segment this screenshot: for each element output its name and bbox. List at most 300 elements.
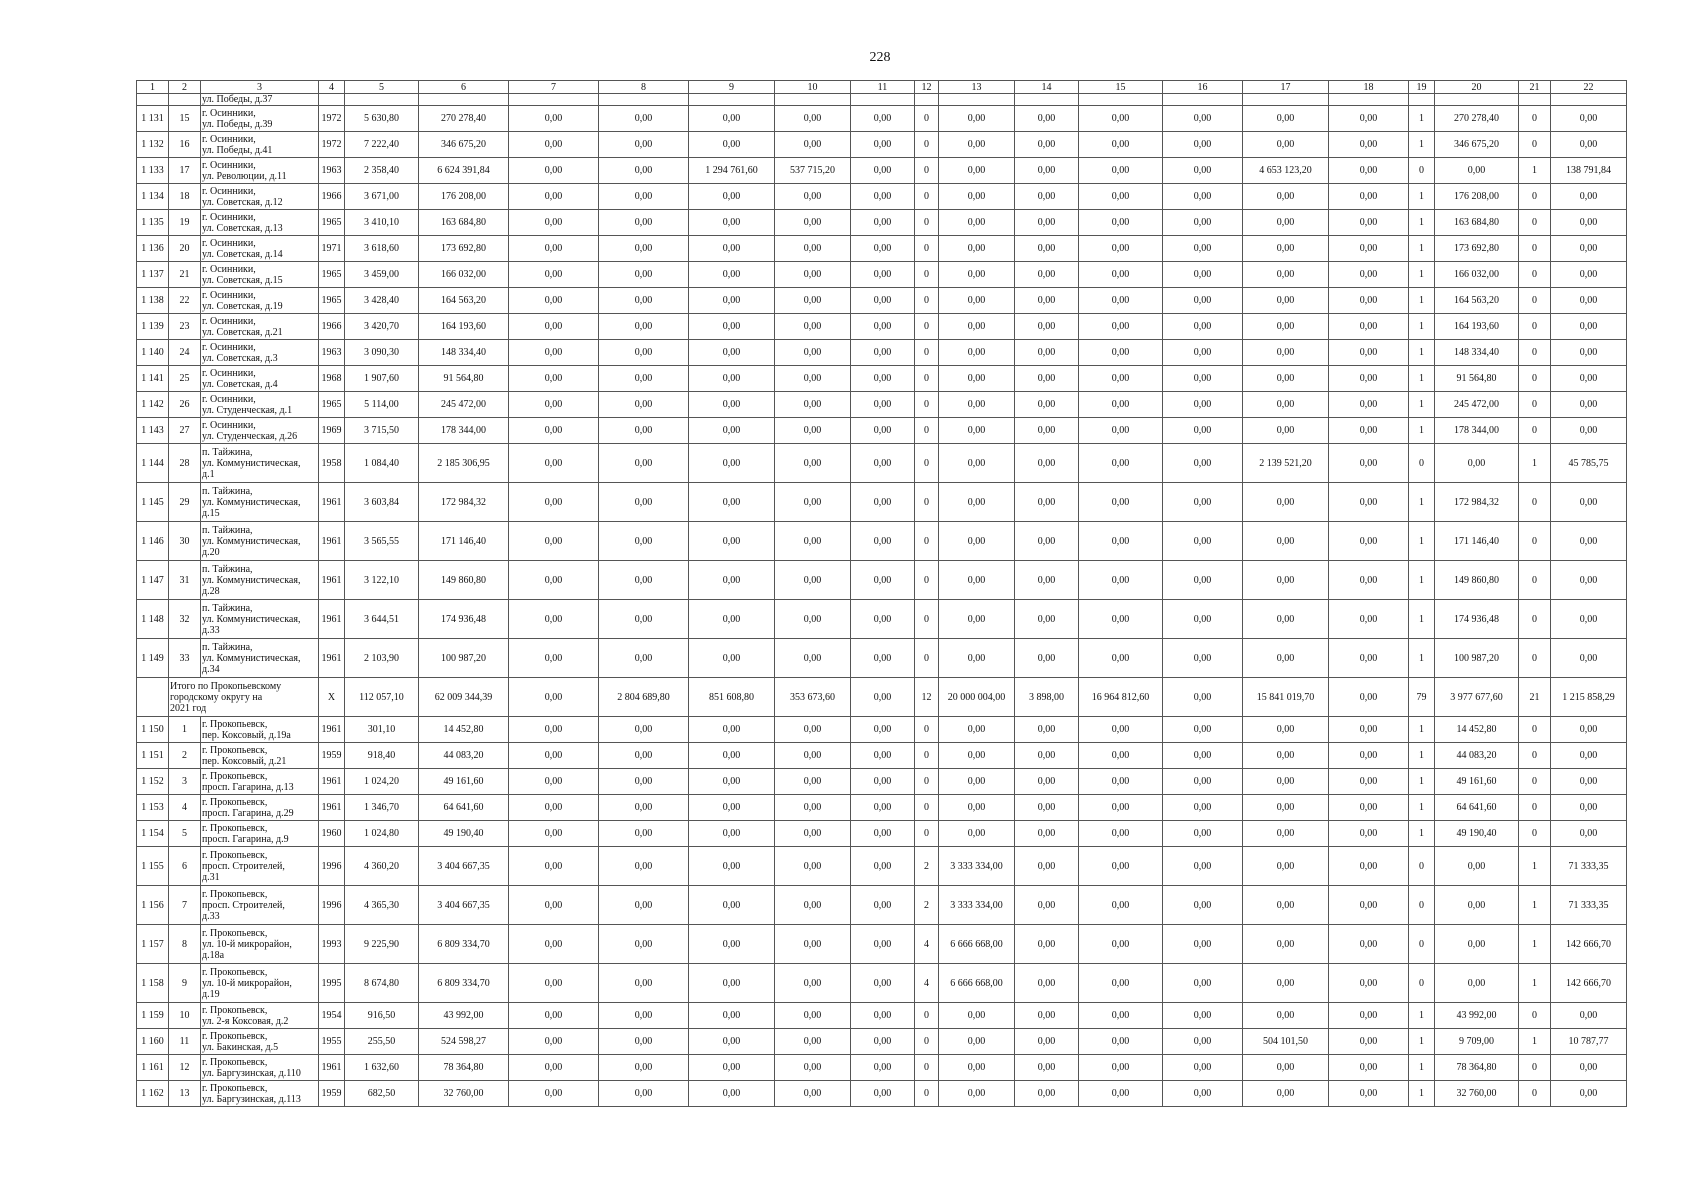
address-cell: г. Прокопьевск, просп. Строителей, д.33: [201, 886, 319, 925]
value-cell: 0,00: [775, 314, 851, 340]
year-cell: 1955: [319, 1029, 345, 1055]
row-index: 16: [169, 132, 201, 158]
row-index: 20: [169, 236, 201, 262]
year-cell: 1961: [319, 600, 345, 639]
address-cell: г. Прокопьевск, просп. Гагарина, д.9: [201, 821, 319, 847]
value-cell: 0,00: [851, 1029, 915, 1055]
value-cell: 0,00: [1079, 158, 1163, 184]
value-cell: 0,00: [689, 964, 775, 1003]
value-cell: 6 624 391,84: [419, 158, 509, 184]
value-cell: 0,00: [689, 743, 775, 769]
value-cell: 0,00: [1163, 106, 1243, 132]
value-cell: 0: [915, 1003, 939, 1029]
value-cell: 3 090,30: [345, 340, 419, 366]
address-cell: г. Осинники, ул. Советская, д.19: [201, 288, 319, 314]
value-cell: 0,00: [851, 444, 915, 483]
value-cell: 1: [1409, 236, 1435, 262]
table-row: [137, 561, 1627, 600]
value-cell: 0,00: [851, 1003, 915, 1029]
value-cell: 0: [1409, 444, 1435, 483]
value-cell: 0,00: [1551, 483, 1627, 522]
value-cell: 0: [915, 600, 939, 639]
value-cell: 4: [915, 925, 939, 964]
value-cell: 14 452,80: [419, 717, 509, 743]
year-cell: 1958: [319, 444, 345, 483]
value-cell: 0,00: [1329, 340, 1409, 366]
value-cell: 0,00: [1015, 288, 1079, 314]
value-cell: 0,00: [1551, 366, 1627, 392]
value-cell: 3 715,50: [345, 418, 419, 444]
table-row: [137, 444, 1627, 483]
row-index: 25: [169, 366, 201, 392]
value-cell: 0,00: [1329, 925, 1409, 964]
value-cell: 0,00: [1015, 1029, 1079, 1055]
value-cell: 0,00: [1243, 106, 1329, 132]
value-cell: 0,00: [1551, 600, 1627, 639]
address-cell: г. Осинники, ул. Победы, д.41: [201, 132, 319, 158]
address-cell: п. Тайжина, ул. Коммунистическая, д.1: [201, 444, 319, 483]
value-cell: 0,00: [1015, 561, 1079, 600]
value-cell: 21: [1519, 678, 1551, 717]
value-cell: 0,00: [509, 522, 599, 561]
continued-row: [137, 94, 1627, 106]
value-cell: 0,00: [1079, 340, 1163, 366]
year-cell: 1959: [319, 743, 345, 769]
table-row: [137, 1055, 1627, 1081]
value-cell: 0,00: [1163, 210, 1243, 236]
value-cell: 1: [1519, 886, 1551, 925]
year-cell: 1961: [319, 522, 345, 561]
value-cell: 0,00: [1329, 106, 1409, 132]
year-cell: 1995: [319, 964, 345, 1003]
value-cell: 0: [915, 288, 939, 314]
value-cell: 0,00: [851, 392, 915, 418]
value-cell: 0,00: [851, 288, 915, 314]
value-cell: 2 139 521,20: [1243, 444, 1329, 483]
address-cell: п. Тайжина, ул. Коммунистическая, д.33: [201, 600, 319, 639]
value-cell: 0: [1519, 418, 1551, 444]
value-cell: 0,00: [1079, 886, 1163, 925]
value-cell: 0,00: [1243, 418, 1329, 444]
year-cell: 1965: [319, 288, 345, 314]
value-cell: 5 630,80: [345, 106, 419, 132]
value-cell: 12: [915, 678, 939, 717]
row-number: 1 152: [137, 769, 169, 795]
value-cell: 0,00: [1329, 418, 1409, 444]
year-cell: 1960: [319, 821, 345, 847]
value-cell: 1: [1409, 769, 1435, 795]
value-cell: 0,00: [1015, 795, 1079, 821]
value-cell: 0,00: [509, 444, 599, 483]
value-cell: 0,00: [509, 418, 599, 444]
value-cell: 149 860,80: [419, 561, 509, 600]
value-cell: 0: [1519, 639, 1551, 678]
value-cell: 0: [915, 262, 939, 288]
year-cell: 1965: [319, 210, 345, 236]
value-cell: 0,00: [1079, 925, 1163, 964]
value-cell: 1: [1519, 847, 1551, 886]
value-cell: 0,00: [775, 184, 851, 210]
value-cell: 1: [1519, 444, 1551, 483]
value-cell: 0: [1519, 795, 1551, 821]
row-number: 1 147: [137, 561, 169, 600]
value-cell: 164 193,60: [1435, 314, 1519, 340]
value-cell: 1: [1519, 964, 1551, 1003]
address-cell: г. Прокопьевск, ул. 10-й микрорайон, д.19: [201, 964, 319, 1003]
value-cell: 1: [1409, 210, 1435, 236]
value-cell: 255,50: [345, 1029, 419, 1055]
value-cell: 0,00: [851, 340, 915, 366]
value-cell: 0,00: [1329, 678, 1409, 717]
empty-cell: [137, 678, 169, 717]
value-cell: 0: [915, 340, 939, 366]
value-cell: 174 936,48: [1435, 600, 1519, 639]
value-cell: 0,00: [1243, 925, 1329, 964]
row-index: 1: [169, 717, 201, 743]
value-cell: 270 278,40: [419, 106, 509, 132]
value-cell: 0,00: [939, 236, 1015, 262]
address-cell: г. Прокопьевск, ул. 10-й микрорайон, д.18а: [201, 925, 319, 964]
value-cell: 3 122,10: [345, 561, 419, 600]
value-cell: 3 420,70: [345, 314, 419, 340]
value-cell: 0,00: [939, 158, 1015, 184]
value-cell: 3 565,55: [345, 522, 419, 561]
value-cell: 0: [915, 158, 939, 184]
value-cell: 0,00: [599, 236, 689, 262]
address-cell: г. Осинники, ул. Студенческая, д.26: [201, 418, 319, 444]
value-cell: 0,00: [509, 132, 599, 158]
row-number: 1 136: [137, 236, 169, 262]
value-cell: 6 666 668,00: [939, 964, 1015, 1003]
value-cell: 0,00: [599, 795, 689, 821]
value-cell: 0,00: [1329, 262, 1409, 288]
year-cell: 1968: [319, 366, 345, 392]
value-cell: 142 666,70: [1551, 925, 1627, 964]
value-cell: 8 674,80: [345, 964, 419, 1003]
value-cell: 0,00: [1551, 1081, 1627, 1107]
value-cell: 0,00: [1329, 717, 1409, 743]
table-row: [137, 717, 1627, 743]
value-cell: 0,00: [851, 236, 915, 262]
table-row: [137, 821, 1627, 847]
column-header: 18: [1329, 81, 1409, 94]
value-cell: 0,00: [939, 743, 1015, 769]
column-header: 8: [599, 81, 689, 94]
value-cell: 0,00: [1163, 964, 1243, 1003]
row-index: 26: [169, 392, 201, 418]
value-cell: 0,00: [509, 743, 599, 769]
value-cell: 0: [1519, 717, 1551, 743]
value-cell: 0,00: [1435, 158, 1519, 184]
address-cell: г. Прокопьевск, просп. Гагарина, д.13: [201, 769, 319, 795]
value-cell: 0: [1519, 236, 1551, 262]
value-cell: 0,00: [689, 821, 775, 847]
value-cell: 0,00: [939, 483, 1015, 522]
value-cell: 0,00: [1329, 236, 1409, 262]
value-cell: 43 992,00: [1435, 1003, 1519, 1029]
value-cell: 0,00: [509, 314, 599, 340]
value-cell: 0,00: [851, 717, 915, 743]
value-cell: 0: [1409, 886, 1435, 925]
value-cell: 0,00: [939, 106, 1015, 132]
value-cell: 0,00: [1079, 392, 1163, 418]
value-cell: 0,00: [1551, 236, 1627, 262]
value-cell: 4 360,20: [345, 847, 419, 886]
value-cell: 3 644,51: [345, 600, 419, 639]
value-cell: 0,00: [1243, 314, 1329, 340]
value-cell: 0,00: [1015, 717, 1079, 743]
row-number: 1 138: [137, 288, 169, 314]
year-cell: 1996: [319, 847, 345, 886]
value-cell: 0,00: [1551, 769, 1627, 795]
value-cell: 0,00: [1079, 1029, 1163, 1055]
value-cell: 0,00: [689, 925, 775, 964]
value-cell: 0,00: [851, 925, 915, 964]
value-cell: 0,00: [509, 678, 599, 717]
value-cell: 1: [1409, 288, 1435, 314]
row-index: 6: [169, 847, 201, 886]
row-number: 1 149: [137, 639, 169, 678]
value-cell: 0: [1409, 158, 1435, 184]
value-cell: 0,00: [509, 262, 599, 288]
value-cell: 0,00: [1329, 392, 1409, 418]
value-cell: 0,00: [1079, 288, 1163, 314]
row-number: 1 137: [137, 262, 169, 288]
column-header: 19: [1409, 81, 1435, 94]
value-cell: 1: [1519, 158, 1551, 184]
column-header: 22: [1551, 81, 1627, 94]
address-cell: г. Прокопьевск, ул. 2-я Коксовая, д.2: [201, 1003, 319, 1029]
value-cell: 1: [1409, 1003, 1435, 1029]
value-cell: 0,00: [1079, 743, 1163, 769]
value-cell: 0,00: [1079, 1081, 1163, 1107]
value-cell: 1: [1409, 366, 1435, 392]
value-cell: 1: [1519, 1029, 1551, 1055]
value-cell: 0,00: [939, 522, 1015, 561]
table-row: [137, 847, 1627, 886]
value-cell: 0,00: [1015, 184, 1079, 210]
value-cell: 148 334,40: [1435, 340, 1519, 366]
value-cell: 1: [1409, 184, 1435, 210]
value-cell: 0,00: [851, 262, 915, 288]
value-cell: 1: [1409, 392, 1435, 418]
table-row: [137, 262, 1627, 288]
value-cell: 0,00: [775, 1003, 851, 1029]
value-cell: 0,00: [1079, 483, 1163, 522]
value-cell: 0,00: [1163, 769, 1243, 795]
value-cell: 0,00: [689, 184, 775, 210]
row-index: 19: [169, 210, 201, 236]
value-cell: 43 992,00: [419, 1003, 509, 1029]
value-cell: 0,00: [599, 132, 689, 158]
empty-cell: [1435, 94, 1519, 106]
value-cell: 0,00: [509, 886, 599, 925]
value-cell: 0,00: [1551, 639, 1627, 678]
row-number: 1 158: [137, 964, 169, 1003]
value-cell: 78 364,80: [419, 1055, 509, 1081]
value-cell: 0,00: [1163, 132, 1243, 158]
value-cell: 0,00: [509, 288, 599, 314]
table-row: [137, 288, 1627, 314]
value-cell: 504 101,50: [1243, 1029, 1329, 1055]
value-cell: 0,00: [599, 366, 689, 392]
value-cell: 6 809 334,70: [419, 964, 509, 1003]
value-cell: 100 987,20: [419, 639, 509, 678]
empty-cell: [1015, 94, 1079, 106]
value-cell: 1: [1409, 821, 1435, 847]
value-cell: 0,00: [775, 288, 851, 314]
value-cell: 0,00: [1163, 847, 1243, 886]
table-row: [137, 795, 1627, 821]
value-cell: 0,00: [689, 847, 775, 886]
value-cell: 0,00: [599, 964, 689, 1003]
year-cell: 1961: [319, 795, 345, 821]
value-cell: 0: [1519, 106, 1551, 132]
value-cell: 0,00: [689, 314, 775, 340]
value-cell: 0,00: [599, 288, 689, 314]
empty-cell: [137, 94, 169, 106]
value-cell: 0: [1519, 1055, 1551, 1081]
value-cell: 0,00: [689, 483, 775, 522]
value-cell: 0,00: [939, 561, 1015, 600]
value-cell: 0,00: [1551, 561, 1627, 600]
value-cell: 0,00: [689, 106, 775, 132]
value-cell: 0,00: [939, 184, 1015, 210]
value-cell: 0,00: [1015, 236, 1079, 262]
value-cell: 0,00: [1015, 444, 1079, 483]
value-cell: 0,00: [1015, 132, 1079, 158]
value-cell: 0,00: [851, 483, 915, 522]
value-cell: 0,00: [599, 483, 689, 522]
column-header: 14: [1015, 81, 1079, 94]
value-cell: 4 653 123,20: [1243, 158, 1329, 184]
value-cell: 1: [1409, 522, 1435, 561]
value-cell: 49 161,60: [419, 769, 509, 795]
value-cell: 0,00: [1551, 340, 1627, 366]
value-cell: 916,50: [345, 1003, 419, 1029]
value-cell: 0,00: [851, 769, 915, 795]
value-cell: 0: [915, 314, 939, 340]
address-cell: г. Прокопьевск, ул. Бакинская, д.5: [201, 1029, 319, 1055]
value-cell: 91 564,80: [1435, 366, 1519, 392]
value-cell: 0,00: [1015, 314, 1079, 340]
table-row: [137, 132, 1627, 158]
value-cell: 0,00: [509, 366, 599, 392]
table-row: [137, 210, 1627, 236]
value-cell: 0,00: [1163, 444, 1243, 483]
row-index: 2: [169, 743, 201, 769]
year-cell: 1963: [319, 158, 345, 184]
value-cell: 0,00: [509, 106, 599, 132]
value-cell: 166 032,00: [1435, 262, 1519, 288]
value-cell: 0,00: [1243, 210, 1329, 236]
value-cell: 10 787,77: [1551, 1029, 1627, 1055]
value-cell: 0,00: [1551, 795, 1627, 821]
value-cell: 172 984,32: [1435, 483, 1519, 522]
value-cell: 173 692,80: [419, 236, 509, 262]
value-cell: 0,00: [689, 522, 775, 561]
row-index: 21: [169, 262, 201, 288]
column-header: 7: [509, 81, 599, 94]
value-cell: 171 146,40: [419, 522, 509, 561]
value-cell: 0,00: [851, 106, 915, 132]
value-cell: 0,00: [599, 314, 689, 340]
value-cell: 0,00: [1015, 600, 1079, 639]
value-cell: 3 404 667,35: [419, 886, 509, 925]
address-cell: г. Прокопьевск, ул. Баргузинская, д.113: [201, 1081, 319, 1107]
value-cell: 0,00: [1329, 769, 1409, 795]
value-cell: 0,00: [599, 340, 689, 366]
column-header: 9: [689, 81, 775, 94]
value-cell: 0,00: [1079, 418, 1163, 444]
value-cell: 0,00: [1329, 158, 1409, 184]
address-cell: г. Прокопьевск, ул. Баргузинская, д.110: [201, 1055, 319, 1081]
value-cell: 0,00: [939, 1003, 1015, 1029]
value-cell: 0,00: [939, 1029, 1015, 1055]
row-number: 1 157: [137, 925, 169, 964]
value-cell: 3 428,40: [345, 288, 419, 314]
value-cell: 0,00: [1243, 132, 1329, 158]
year-cell: 1961: [319, 769, 345, 795]
value-cell: 0,00: [1079, 795, 1163, 821]
value-cell: 0,00: [775, 522, 851, 561]
value-cell: 1: [1409, 1029, 1435, 1055]
empty-cell: [1163, 94, 1243, 106]
value-cell: 346 675,20: [1435, 132, 1519, 158]
value-cell: 176 208,00: [1435, 184, 1519, 210]
value-cell: 0,00: [1015, 158, 1079, 184]
value-cell: 0,00: [939, 210, 1015, 236]
value-cell: 0: [1519, 184, 1551, 210]
value-cell: 0,00: [851, 886, 915, 925]
value-cell: 0: [915, 210, 939, 236]
value-cell: 0,00: [599, 847, 689, 886]
value-cell: 0,00: [509, 795, 599, 821]
value-cell: 524 598,27: [419, 1029, 509, 1055]
column-number-row: [137, 81, 1627, 94]
value-cell: 0,00: [1015, 1081, 1079, 1107]
table-row: [137, 340, 1627, 366]
value-cell: 0,00: [599, 444, 689, 483]
row-number: 1 134: [137, 184, 169, 210]
column-header: 13: [939, 81, 1015, 94]
value-cell: 0,00: [1015, 964, 1079, 1003]
page-number: 228: [869, 50, 891, 65]
value-cell: 9 709,00: [1435, 1029, 1519, 1055]
table-row: [137, 366, 1627, 392]
value-cell: 1: [1409, 106, 1435, 132]
value-cell: 0,00: [509, 184, 599, 210]
year-cell: 1996: [319, 886, 345, 925]
row-number: 1 155: [137, 847, 169, 886]
value-cell: 0,00: [1079, 314, 1163, 340]
column-header: 3: [201, 81, 319, 94]
value-cell: 0,00: [1015, 769, 1079, 795]
value-cell: 0,00: [939, 314, 1015, 340]
value-cell: 0,00: [1163, 925, 1243, 964]
value-cell: 0,00: [509, 1055, 599, 1081]
value-cell: 0,00: [509, 1081, 599, 1107]
value-cell: 0,00: [775, 639, 851, 678]
value-cell: 0,00: [1079, 717, 1163, 743]
value-cell: 0,00: [1551, 392, 1627, 418]
value-cell: 0: [1519, 561, 1551, 600]
value-cell: 0,00: [1079, 522, 1163, 561]
value-cell: 0,00: [775, 743, 851, 769]
value-cell: 6 809 334,70: [419, 925, 509, 964]
value-cell: 0,00: [509, 340, 599, 366]
table-row: [137, 184, 1627, 210]
